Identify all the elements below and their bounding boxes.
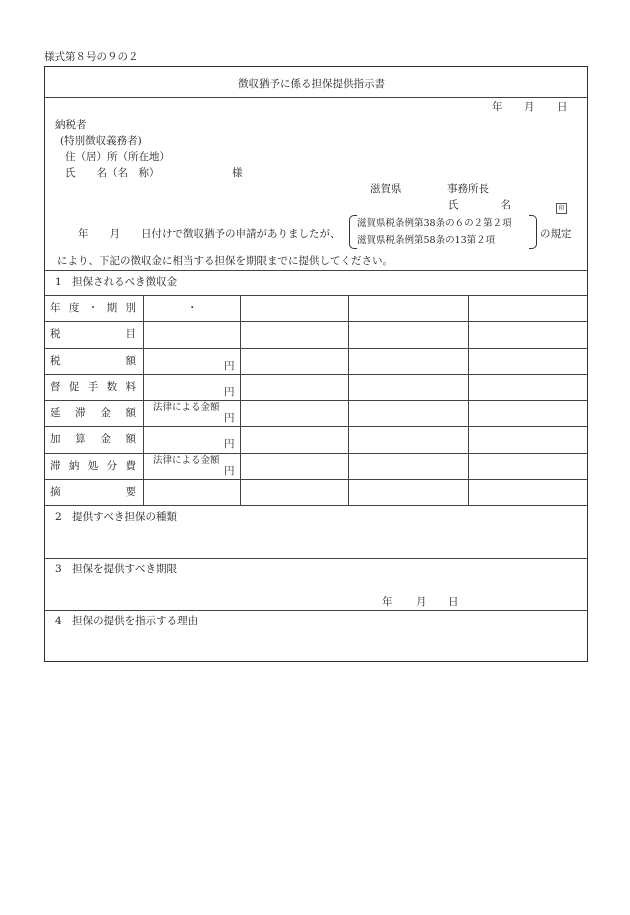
- row-label: [50, 329, 136, 340]
- row-label-char: 数: [106, 380, 118, 393]
- row-label-char: 督: [50, 380, 61, 393]
- statement-prefix: 年 月 日付けで徴収猶予の申請がありましたが、: [78, 228, 341, 240]
- section3-heading: 3 担保を提供すべき期限: [55, 563, 177, 575]
- row-label-char: 摘: [50, 485, 61, 498]
- table-row-divider: [44, 453, 588, 454]
- section1-heading: 1 担保されるべき徴収金: [55, 276, 178, 288]
- row-label-char: 料: [125, 380, 136, 393]
- row-label-char: 目: [125, 328, 136, 341]
- row-label-char: 算: [75, 433, 86, 446]
- issue-day: 日: [557, 101, 568, 113]
- row-label: [50, 461, 136, 472]
- row-label-char: 処: [87, 459, 99, 472]
- statement-suffix: の規定: [540, 228, 572, 240]
- row-label: [50, 434, 136, 445]
- row-label-char: 分: [106, 459, 118, 472]
- statutory-amount-note: 法律による金額: [153, 402, 220, 413]
- row-label-char: 促: [68, 380, 80, 393]
- row-label-char: 額: [125, 433, 136, 446]
- row-label-char: 期: [106, 302, 118, 314]
- table-row-divider: [44, 426, 588, 427]
- row-label-char: 年: [50, 302, 61, 314]
- row-label: [50, 303, 136, 314]
- row-label-char: 税: [50, 354, 61, 367]
- form-number: 様式第８号の９の２: [44, 51, 139, 63]
- row-label-char: 額: [125, 407, 136, 419]
- issue-year: 年: [492, 101, 503, 113]
- row-label-char: ・: [87, 302, 99, 314]
- row-label-char: 金: [100, 433, 111, 446]
- taxpayer-label: 納税者: [55, 119, 87, 131]
- section1-top-divider: [44, 270, 588, 271]
- row-label-char: 手: [87, 380, 99, 393]
- ordinance-2: 滋賀県税条例第58条の13第２項: [357, 235, 496, 246]
- yen-unit: 円: [224, 385, 235, 398]
- row-label-char: 加: [50, 433, 61, 446]
- row-label: [50, 382, 136, 393]
- statutory-amount-note: 法律による金額: [153, 454, 220, 466]
- table-row-divider: [44, 348, 588, 349]
- table-row-divider: [44, 505, 588, 506]
- deadline-month: 月: [416, 596, 427, 608]
- yen-unit: 円: [224, 412, 235, 424]
- left-brace: [349, 215, 357, 249]
- statement-line2: により、下記の徴収金に相当する担保を期限までに提供してください。: [57, 255, 393, 267]
- row-label: [50, 408, 136, 419]
- row-label-char: 延: [50, 407, 61, 419]
- row-label-char: 税: [50, 328, 61, 341]
- address-label: 住（居）所（所在地）: [65, 151, 170, 163]
- honorific: 様: [232, 167, 243, 179]
- yen-unit: 円: [224, 438, 235, 451]
- name-label: 氏 名（名 称）: [65, 167, 160, 179]
- deadline-year: 年: [382, 596, 393, 608]
- document-title: 徴収猶予に係る担保提供指示書: [238, 78, 385, 90]
- row-label-char: 滞: [75, 407, 86, 419]
- table-row-divider: [44, 479, 588, 480]
- issue-month: 月: [524, 101, 535, 113]
- issuer-office-chief: 事務所長: [447, 183, 489, 195]
- row-label-char: 費: [125, 459, 136, 472]
- section2-heading: 2 提供すべき担保の種類: [55, 511, 177, 523]
- yen-unit: 円: [224, 359, 235, 372]
- table-row-divider: [44, 400, 588, 401]
- right-brace: [529, 215, 537, 249]
- row-label: [50, 356, 136, 367]
- period-separator: ・: [187, 302, 198, 314]
- section4-heading: 4 担保の提供を指示する理由: [55, 615, 199, 627]
- table-top: [44, 295, 588, 296]
- ordinance-1: 滋賀県税条例第38条の６の２第２項: [357, 218, 512, 229]
- special-collector-label: (特別徴収義務者): [60, 135, 142, 147]
- yen-unit: 円: [224, 464, 235, 477]
- row-label: [50, 487, 136, 498]
- row-label-char: 滞: [50, 459, 61, 472]
- issuer-name-label: 氏 名: [448, 199, 511, 211]
- table-row-divider: [44, 321, 588, 322]
- title-divider: [44, 97, 588, 98]
- section3-bottom: [44, 610, 588, 611]
- row-label-char: 別: [125, 302, 136, 314]
- deadline-day: 日: [448, 596, 459, 608]
- row-label-char: 納: [68, 459, 80, 472]
- row-label-char: 要: [125, 485, 136, 498]
- row-label-char: 度: [68, 302, 80, 314]
- row-label-char: 額: [125, 354, 136, 367]
- table-row-divider: [44, 374, 588, 375]
- issuer-prefecture: 滋賀県: [370, 183, 402, 195]
- section2-bottom: [44, 558, 588, 559]
- seal-mark: 印: [556, 203, 567, 214]
- row-label-char: 金: [100, 407, 111, 419]
